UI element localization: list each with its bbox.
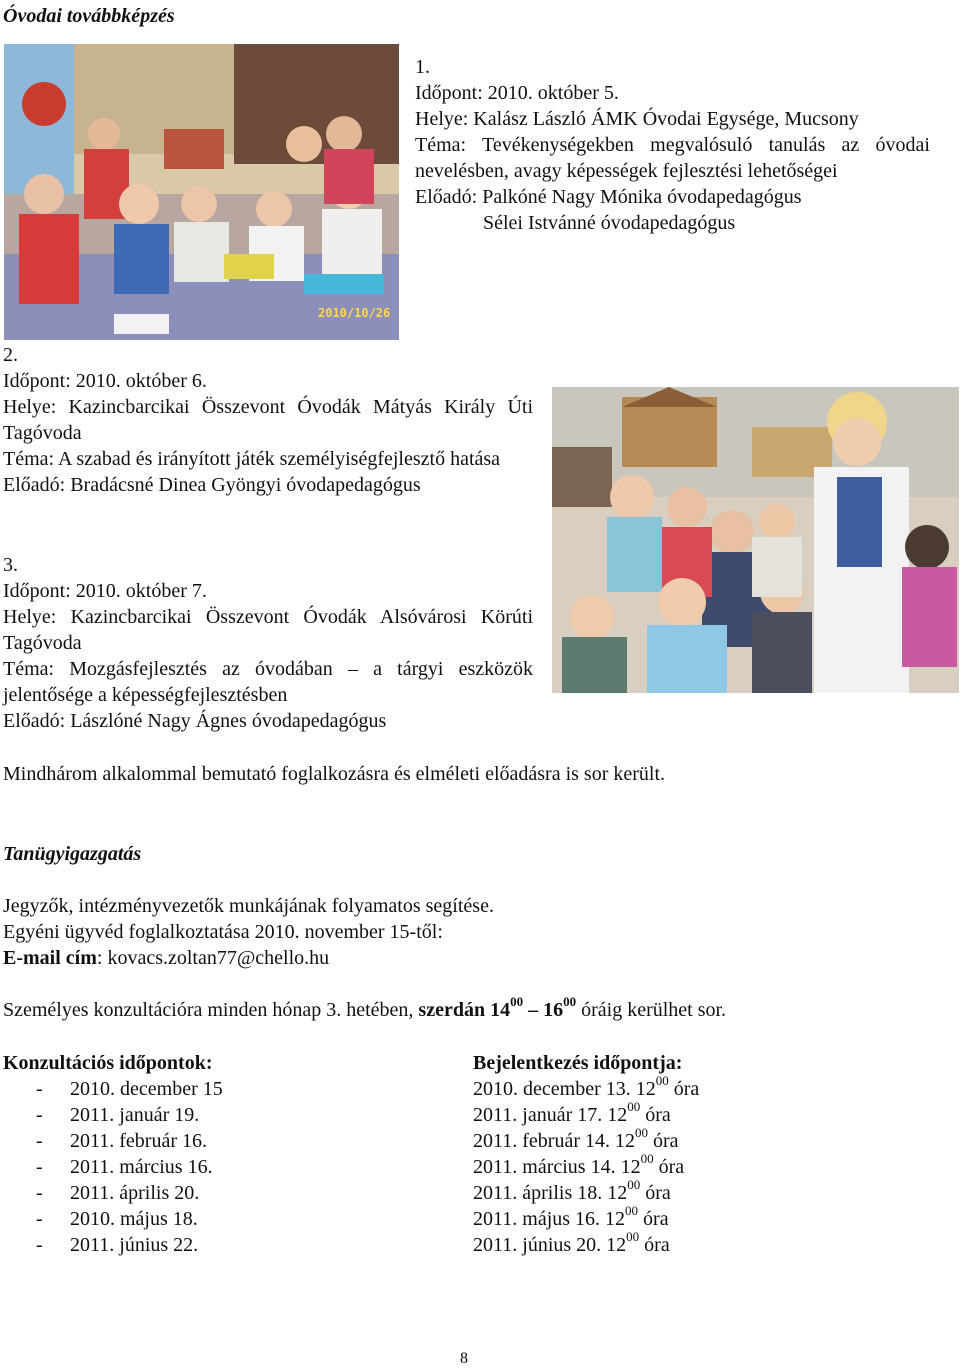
event-1-date: Időpont: 2010. október 5. xyxy=(415,82,619,104)
list-item: - 2011. április 20. xyxy=(36,1182,200,1204)
photo-children-circle xyxy=(4,44,399,340)
admin-line-2: Egyéni ügyvéd foglalkoztatása 2010. november 15-től: xyxy=(3,921,443,943)
list-item: - 2011. március 16. xyxy=(36,1156,213,1178)
event-3-date: Időpont: 2010. október 7. xyxy=(3,580,207,602)
list-item: 2011. március 14. $12^{00}$ óra xyxy=(473,1151,685,1178)
list-item: 2011. február 14. $12^{00}$ óra xyxy=(473,1125,679,1152)
event-1-number: 1. xyxy=(415,56,430,78)
event-1-presenter: Előadó: Palkóné Nagy Mónika óvodapedagógus xyxy=(415,186,802,208)
event-1-place: Helye: Kalász László ÁMK Óvodai Egysége, Mucsony xyxy=(415,108,859,130)
schedule-left-header: Konzultációs időpontok: xyxy=(3,1052,213,1074)
event-1-topic: Téma: Tevékenységekben megvalósuló tanulás az óvodai nevelésben, avagy képességek fejlesztési lehetőségei xyxy=(415,134,930,182)
event-3-presenter: Előadó: Lászlóné Nagy Ágnes óvodapedagógus xyxy=(3,710,387,732)
event-3 xyxy=(3,552,533,734)
page-number: 8 xyxy=(460,1350,468,1367)
consultation-dates-list xyxy=(36,1076,223,1258)
list-item: 2011. január 17. $12^{00}$ óra xyxy=(473,1099,671,1126)
email-label: E-mail cím xyxy=(3,947,97,969)
list-item: 2011. április 18. $12^{00}$ óra xyxy=(473,1177,671,1204)
list-item: 2011. május 16. $12^{00}$ óra xyxy=(473,1203,669,1230)
schedule-right-header: Bejelentkezés időpontja: xyxy=(473,1052,683,1074)
event-1 xyxy=(415,54,930,236)
list-item: 2010. december 13. $12^{00}$ óra xyxy=(473,1073,700,1100)
summary-text: Mindhárom alkalommal bemutató foglalkozásra és elméleti előadásra is sor került. xyxy=(3,763,666,785)
consult-sup-1: 00 xyxy=(510,994,524,1010)
admin-line-1: Jegyzők, intézményvezetők munkájának folyamatos segítése. xyxy=(3,895,494,917)
consult-dash: – 16 xyxy=(523,999,564,1021)
consult-prefix: Személyes konzultációra minden hónap 3. hetében, xyxy=(3,999,419,1021)
event-2-number: 2. xyxy=(3,344,18,366)
consult-day: szerdán 14 xyxy=(418,999,511,1021)
event-3-number: 3. xyxy=(3,554,18,576)
consult-sup-2: 00 xyxy=(563,994,577,1010)
list-item: - 2010. december 15 xyxy=(36,1078,223,1100)
photo-teacher-children xyxy=(552,387,959,693)
admin-block xyxy=(3,893,903,971)
event-3-topic: Téma: Mozgásfejlesztés az óvodában – a tárgyi eszközök jelentősége a képességfejlesztésben xyxy=(3,658,533,706)
event-3-place: Helye: Kazincbarcikai Összevont Óvodák Alsóvárosi Körúti Tagóvoda xyxy=(3,606,533,654)
photo-date-stamp: 2010/10/26 xyxy=(318,306,391,320)
photo-children-circle-image xyxy=(4,44,399,340)
list-item: 2011. június 20. $12^{00}$ óra xyxy=(473,1229,670,1256)
event-2-place: Helye: Kazincbarcikai Összevont Óvodák Mátyás Király Úti Tagóvoda xyxy=(3,396,533,444)
email-line xyxy=(3,945,903,971)
event-2-topic: Téma: A szabad és irányított játék személyiségfejlesztő hatása xyxy=(3,448,501,470)
event-2 xyxy=(3,342,533,498)
event-2-presenter: Előadó: Bradácsné Dinea Gyöngyi óvodapedagógus xyxy=(3,474,421,496)
section-title-tanugyigazgatas: Tanügyigazgatás xyxy=(3,843,142,865)
list-item: - 2011. június 22. xyxy=(36,1234,199,1256)
list-item: - 2011. február 16. xyxy=(36,1130,207,1152)
consult-suffix: óráig kerülhet sor. xyxy=(576,999,727,1021)
consultation-sentence xyxy=(3,994,727,1023)
list-item: - 2010. május 18. xyxy=(36,1208,198,1230)
list-item: - 2011. január 19. xyxy=(36,1104,200,1126)
photo-teacher-children-image xyxy=(552,387,959,693)
event-2-date: Időpont: 2010. október 6. xyxy=(3,370,207,392)
email-address: kovacs.zoltan77@chello.hu xyxy=(107,947,330,969)
registration-dates-list xyxy=(473,1073,700,1258)
email-separator: : xyxy=(96,947,108,969)
event-1-presenter-2: Sélei Istvánné óvodapedagógus xyxy=(483,212,736,234)
section-title-ovodai: Óvodai továbbképzés xyxy=(3,5,175,27)
